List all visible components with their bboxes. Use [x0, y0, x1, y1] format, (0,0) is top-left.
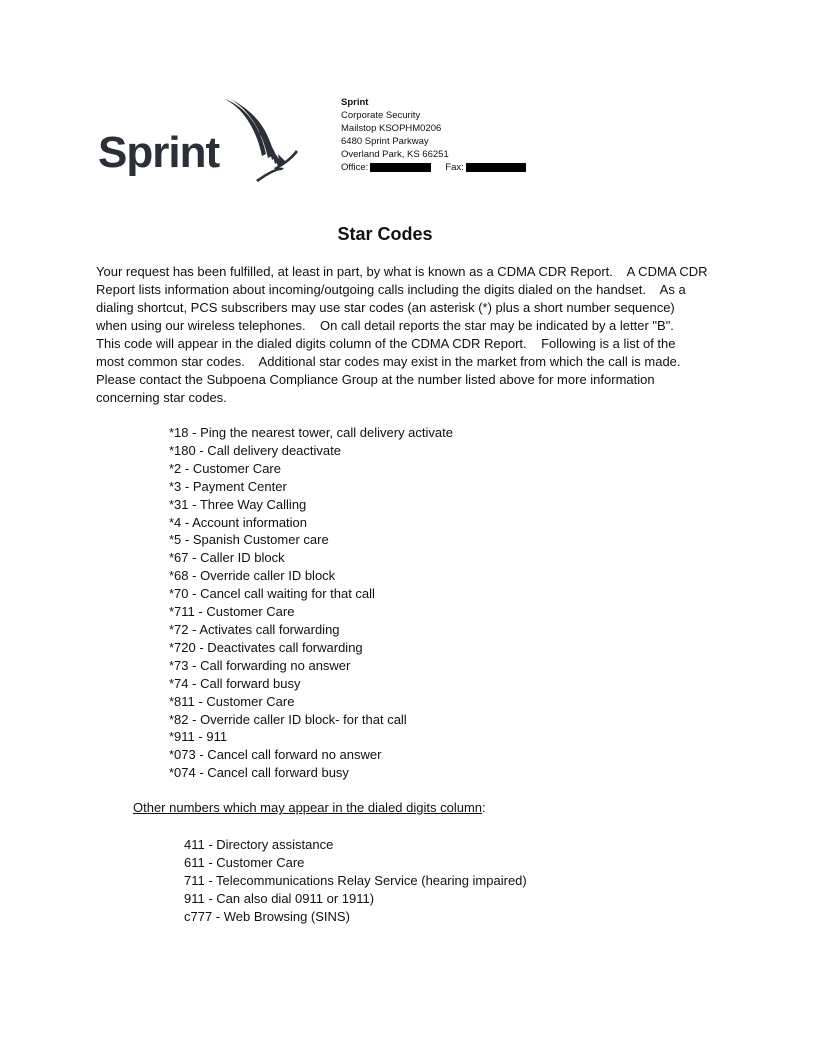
- star-code-item: *68 - Override caller ID block: [169, 568, 336, 584]
- paragraph-line: Your request has been fulfilled, at least in part, by what is known as a CDMA CDR Report. A CDMA CDR: [96, 264, 708, 279]
- fax-number-redaction: [466, 163, 526, 172]
- star-code-item: *67 - Caller ID block: [169, 550, 285, 566]
- other-numbers-heading: [133, 799, 486, 817]
- company-name: Sprint: [341, 97, 369, 108]
- star-code-item: *5 - Spanish Customer care: [169, 532, 329, 548]
- star-code-item: *720 - Deactivates call forwarding: [169, 639, 363, 655]
- star-code-item: *82 - Override caller ID block- for that call: [169, 711, 407, 727]
- sprint-logo: [98, 96, 298, 182]
- street-address: 6480 Sprint Parkway: [341, 136, 429, 147]
- paragraph-line: concerning star codes.: [96, 390, 227, 405]
- logo-wordmark: Sprint: [98, 128, 220, 177]
- contact-line: [341, 161, 526, 174]
- paragraph-line: when using our wireless telephones. On call detail reports the star may be indicated by a letter "B".: [96, 318, 674, 333]
- document-title: Star Codes: [337, 224, 433, 244]
- star-code-item: *811 - Customer Care: [169, 693, 295, 709]
- office-label: Office:: [341, 162, 369, 173]
- other-number-item: 411 - Directory assistance: [184, 837, 334, 852]
- city-state-zip: Overland Park, KS 66251: [341, 149, 449, 160]
- star-code-item: *18 - Ping the nearest tower, call delivery activate: [169, 425, 453, 440]
- paragraph-line: dialing shortcut, PCS subscribers may use star codes (an asterisk (*) plus a short number sequence): [96, 300, 675, 315]
- other-number-item: c777 - Web Browsing (SINS): [184, 909, 350, 924]
- intro-paragraph: [96, 263, 726, 407]
- star-code-item: *3 - Payment Center: [169, 478, 287, 494]
- star-codes-list: [169, 424, 453, 782]
- mailstop: Mailstop KSOPHM0206: [341, 123, 442, 134]
- office-phone-redaction: [370, 163, 431, 172]
- paragraph-line: Please contact the Subpoena Compliance Group at the number listed above for more information: [96, 372, 655, 387]
- sender-address-block: [341, 96, 526, 174]
- star-code-item: *73 - Call forwarding no answer: [169, 657, 351, 673]
- other-numbers-heading-colon: :: [482, 800, 486, 815]
- department: Corporate Security: [341, 110, 421, 121]
- star-code-item: *180 - Call delivery deactivate: [169, 442, 341, 458]
- star-code-item: *2 - Customer Care: [169, 460, 281, 476]
- fax-label: Fax:: [445, 162, 464, 173]
- other-number-item: 711 - Telecommunications Relay Service (hearing impaired): [184, 873, 527, 888]
- star-code-item: *074 - Cancel call forward busy: [169, 765, 349, 781]
- other-numbers-heading-text: Other numbers which may appear in the dialed digits column: [133, 800, 483, 815]
- star-code-item: *72 - Activates call forwarding: [169, 621, 340, 637]
- star-code-item: *711 - Customer Care: [169, 604, 295, 620]
- sprint-wings-icon: [220, 96, 300, 182]
- star-code-item: *74 - Call forward busy: [169, 675, 301, 691]
- paragraph-line: Report lists information about incoming/outgoing calls including the digits dialed on the handset. As a: [96, 282, 686, 297]
- paragraph-line: This code will appear in the dialed digits column of the CDMA CDR Report. Following is a list of the: [96, 336, 676, 351]
- other-number-item: 611 - Customer Care: [184, 855, 305, 870]
- star-code-item: *31 - Three Way Calling: [169, 496, 307, 512]
- other-numbers-list: [184, 836, 527, 926]
- star-code-item: *073 - Cancel call forward no answer: [169, 747, 382, 763]
- other-number-item: 911 - Can also dial 0911 or 1911): [184, 891, 375, 906]
- star-code-item: *911 - 911: [169, 729, 228, 745]
- paragraph-line: most common star codes. Additional star codes may exist in the market from which the call is made.: [96, 354, 681, 369]
- star-code-item: *70 - Cancel call waiting for that call: [169, 586, 375, 602]
- star-code-item: *4 - Account information: [169, 514, 308, 530]
